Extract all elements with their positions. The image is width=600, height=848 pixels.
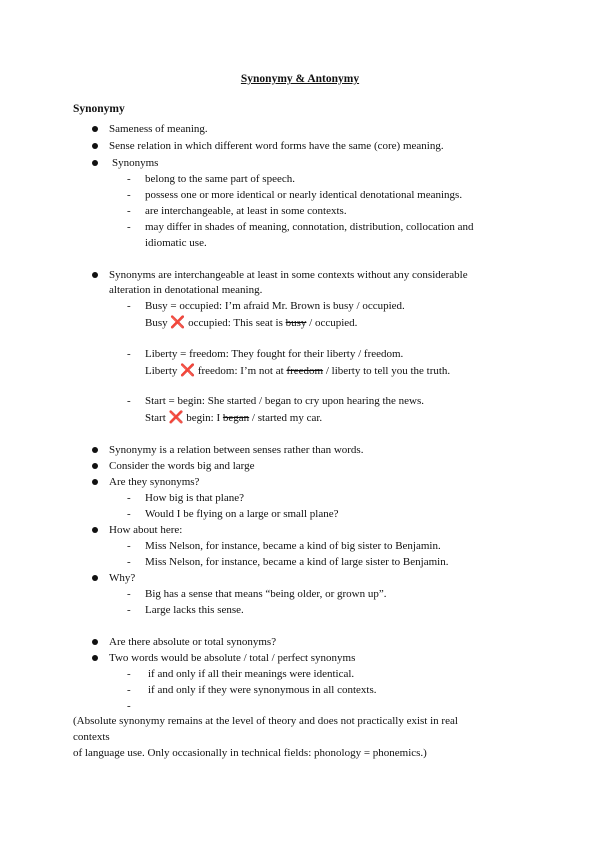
sub-item: Would I be flying on a large or small plane?: [145, 508, 339, 520]
dash-marker: -: [127, 700, 131, 712]
dash-marker: -: [127, 668, 131, 680]
example-text: / started my car.: [251, 412, 323, 424]
dash-marker: -: [127, 300, 131, 312]
bullet-text: Synonymy is a relation between senses rather than words.: [109, 444, 364, 456]
bullet-text: How about here:: [109, 524, 183, 536]
struck-word: busy: [285, 317, 307, 329]
bullet-dot: [92, 272, 98, 278]
bullet-dot: [92, 527, 98, 533]
dash-marker: -: [127, 173, 131, 185]
bullet-text: Synonyms: [112, 157, 159, 169]
example-word: Liberty: [145, 365, 178, 377]
sub-item: Big has a sense that means “being older, or grown up”.: [145, 588, 387, 600]
bullet-text-continued: alteration in denotational meaning.: [109, 284, 263, 296]
bullet-text: Sense relation in which different word forms have the same (core) meaning.: [109, 140, 444, 152]
section-heading: Synonymy: [73, 103, 125, 115]
dash-marker: -: [127, 205, 131, 217]
sub-item: Miss Nelson, for instance, became a kind of big sister to Benjamin.: [145, 540, 441, 552]
example-line: Start = begin: She started / began to cry upon hearing the news.: [145, 395, 424, 407]
bullet-dot: [92, 160, 98, 166]
sub-item: if and only if they were synonymous in all contexts.: [148, 684, 377, 696]
page-title: Synonymy & Antonymy: [240, 73, 360, 85]
example-line: Liberty = freedom: They fought for their liberty / freedom.: [145, 348, 404, 360]
bullet-dot: [92, 639, 98, 645]
bullet-dot: [92, 447, 98, 453]
dash-marker: -: [127, 395, 131, 407]
dash-marker: -: [127, 189, 131, 201]
bullet-text: Are they synonyms?: [109, 476, 200, 488]
example-word: Busy: [145, 317, 168, 329]
bullet-text: Synonyms are interchangeable at least in some contexts without any considerable: [109, 269, 468, 281]
dash-marker: -: [127, 348, 131, 360]
sub-item: Miss Nelson, for instance, became a kind of large sister to Benjamin.: [145, 556, 449, 568]
example-text: begin: I: [186, 412, 221, 424]
dash-marker: -: [127, 540, 131, 552]
struck-word: began: [222, 412, 250, 424]
sub-item: Large lacks this sense.: [145, 604, 244, 616]
bullet-dot: [92, 126, 98, 132]
cross-mark-icon: ❌: [170, 315, 186, 329]
bullet-dot: [92, 479, 98, 485]
sub-item-continued: idiomatic use.: [145, 237, 207, 249]
bullet-text: Consider the words big and large: [109, 460, 255, 472]
example-text: / occupied.: [309, 317, 358, 329]
example-contrast-line: [145, 409, 322, 426]
bullet-text: Sameness of meaning.: [109, 123, 208, 135]
bullet-dot: [92, 463, 98, 469]
dash-marker: -: [127, 556, 131, 568]
sub-item: if and only if all their meanings were identical.: [148, 668, 355, 680]
bullet-text: Two words would be absolute / total / perfect synonyms: [109, 652, 356, 664]
sub-item: may differ in shades of meaning, connotation, distribution, collocation and: [145, 221, 474, 233]
cross-mark-icon: ❌: [168, 410, 184, 424]
cross-mark-icon: ❌: [180, 363, 196, 377]
sub-item: are interchangeable, at least in some contexts.: [145, 205, 347, 217]
dash-marker: -: [127, 684, 131, 696]
dash-marker: -: [127, 588, 131, 600]
example-line: Busy = occupied: I’m afraid Mr. Brown is busy / occupied.: [145, 300, 405, 312]
example-text: freedom: I’m not at: [197, 365, 284, 377]
note-line: of language use. Only occasionally in technical fields: phonology = phonemics.): [73, 747, 427, 759]
bullet-dot: [92, 143, 98, 149]
bullet-text: Why?: [109, 572, 136, 584]
dash-marker: -: [127, 508, 131, 520]
bullet-dot: [92, 655, 98, 661]
example-contrast-line: [145, 362, 450, 379]
dash-marker: -: [127, 492, 131, 504]
sub-item: How big is that plane?: [145, 492, 244, 504]
struck-word: freedom: [286, 365, 324, 377]
sub-item: possess one or more identical or nearly identical denotational meanings.: [145, 189, 463, 201]
dash-marker: -: [127, 221, 131, 233]
sub-item: belong to the same part of speech.: [145, 173, 295, 185]
bullet-text: Are there absolute or total synonyms?: [109, 636, 277, 648]
example-text: / liberty to tell you the truth.: [325, 365, 451, 377]
example-word: Start: [145, 412, 166, 424]
example-text: occupied: This seat is: [188, 317, 283, 329]
example-contrast-line: [145, 314, 357, 331]
bullet-dot: [92, 575, 98, 581]
dash-marker: -: [127, 604, 131, 616]
note-line: (Absolute synonymy remains at the level of theory and does not practically exist in real: [73, 715, 458, 727]
note-line: contexts: [73, 731, 110, 743]
